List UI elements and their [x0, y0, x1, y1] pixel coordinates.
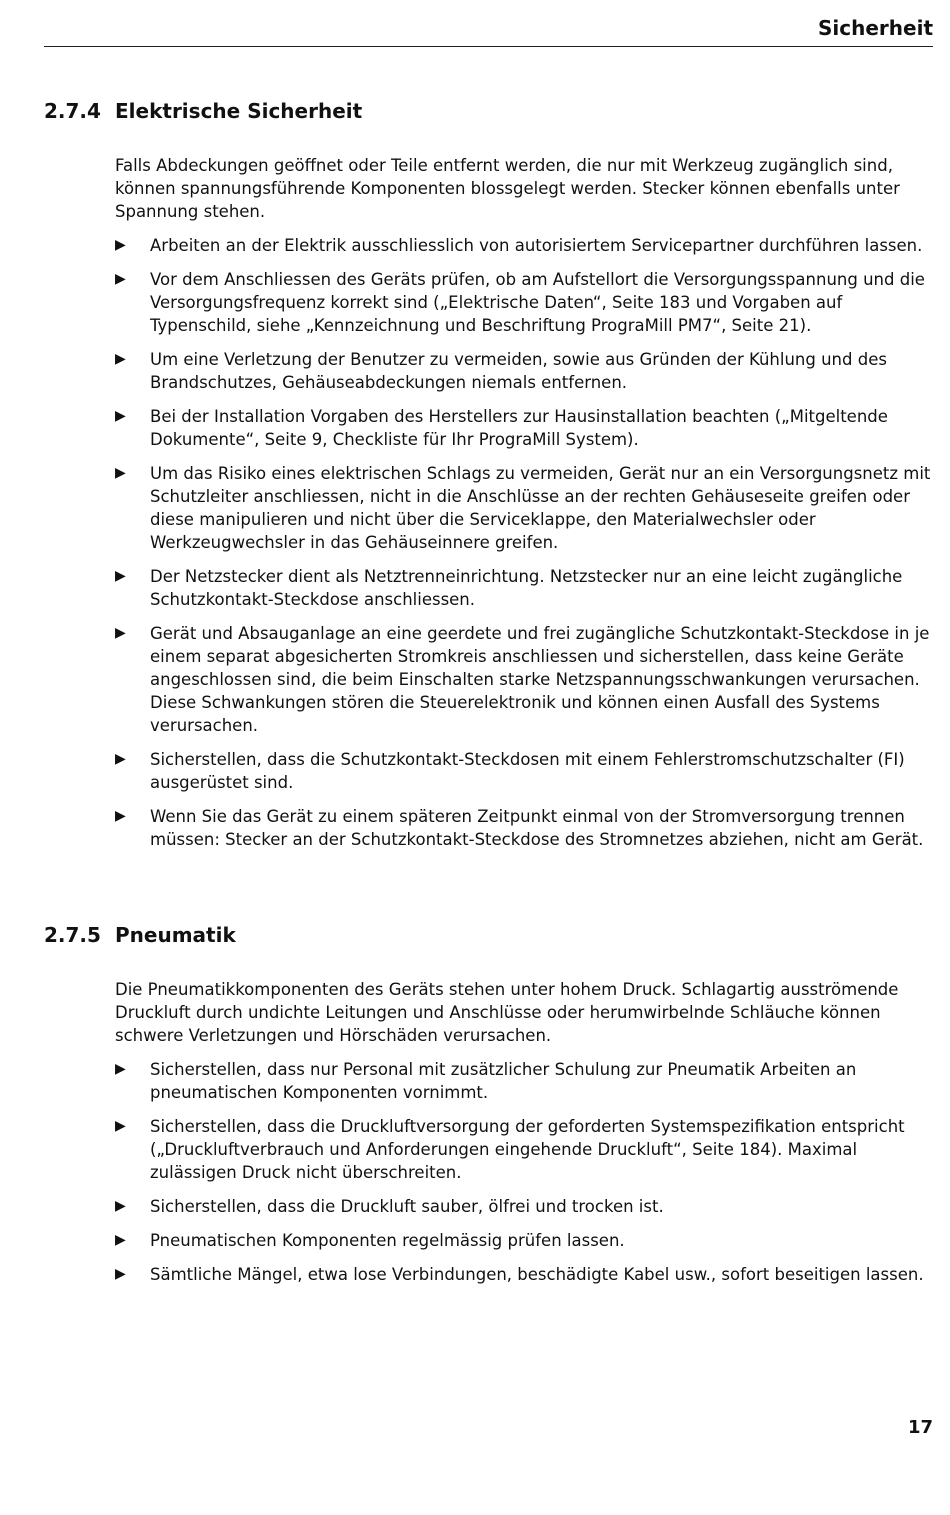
list-item-text: Sicherstellen, dass die Druckluft sauber, ölfrei und trocken ist. — [150, 1197, 664, 1216]
page-number: 17 — [907, 1417, 933, 1438]
list-item-text: Sicherstellen, dass nur Personal mit zusätzlicher Schulung zur Pneumatik Arbeiten an pneumatischen Komponenten vornimmt. — [150, 1060, 857, 1102]
list-item-text: Pneumatischen Komponenten regelmässig prüfen lassen. — [150, 1231, 625, 1250]
section-intro: Die Pneumatikkomponenten des Geräts stehen unter hohem Druck. Schlagartig ausströmende Druckluft durch undichte Leitungen und Anschlüsse oder herumwirbelnde Schläuche können schwere Verletzungen und Hörschäden verursachen. — [115, 980, 899, 1045]
list-item-text: Gerät und Absauganlage an eine geerdete und frei zugängliche Schutzkontakt-Steckdose in je einem separat abgesicherten Stromkreis anschliessen und sicherstellen, dass keine Geräte angeschlossen sind, die beim Einschalten starke Netzspannungsschwankungen verursachen. Diese Schwankungen stören die Steuerelektronik und können einen Ausfall des Systems verursachen. — [150, 624, 930, 735]
list-item — [115, 1229, 933, 1252]
section-number: 2.7.5 — [44, 923, 101, 947]
list-item — [115, 268, 933, 337]
list-item-text: Bei der Installation Vorgaben des Herstellers zur Hausinstallation beachten („Mitgeltende Dokumente“, Seite 9, Checkliste für Ihr PrograMill System). — [150, 407, 888, 449]
list-item — [115, 1263, 933, 1286]
section-pneumatics — [44, 920, 933, 1297]
bullet-arrow-icon: ▶ — [115, 1061, 126, 1077]
section-intro: Falls Abdeckungen geöffnet oder Teile entfernt werden, die nur mit Werkzeug zugänglich sind, können spannungsführende Komponenten blossgelegt werden. Stecker können ebenfalls unter Spannung stehen. — [115, 156, 900, 221]
section-heading — [44, 920, 933, 950]
list-item-text: Sämtliche Mängel, etwa lose Verbindungen, beschädigte Kabel usw., sofort beseitigen lassen. — [150, 1265, 924, 1284]
list-item — [115, 405, 933, 451]
bullet-arrow-icon: ▶ — [115, 465, 126, 481]
list-item-text: Um eine Verletzung der Benutzer zu vermeiden, sowie aus Gründen der Kühlung und des Brandschutzes, Gehäuseabdeckungen niemals entfernen. — [150, 350, 887, 392]
list-item — [115, 348, 933, 394]
bullet-arrow-icon: ▶ — [115, 1266, 126, 1282]
list-item — [115, 1195, 933, 1218]
list-item — [115, 805, 933, 851]
section-heading — [44, 96, 933, 126]
list-item-text: Sicherstellen, dass die Schutzkontakt-Steckdosen mit einem Fehlerstromschutzschalter (FI) ausgerüstet sind. — [150, 750, 905, 792]
section-title: Pneumatik — [115, 923, 236, 947]
bullet-arrow-icon: ▶ — [115, 568, 126, 584]
list-item — [115, 1058, 933, 1104]
bullet-arrow-icon: ▶ — [115, 351, 126, 367]
list-item — [115, 565, 933, 611]
bullet-list — [115, 234, 933, 851]
bullet-list — [115, 1058, 933, 1286]
bullet-arrow-icon: ▶ — [115, 408, 126, 424]
list-item — [115, 748, 933, 794]
list-item-text: Vor dem Anschliessen des Geräts prüfen, ob am Aufstellort die Versorgungsspannung und die Versorgungsfrequenz korrekt sind („Elektrische Daten“, Seite 183 und Vorgaben auf Typenschild, siehe „Kennzeichnung und Beschriftung PrograMill PM7“, Seite 21). — [150, 270, 925, 335]
list-item — [115, 622, 933, 737]
section-title: Elektrische Sicherheit — [115, 99, 363, 123]
list-item-text: Wenn Sie das Gerät zu einem späteren Zeitpunkt einmal von der Stromversorgung trennen müssen: Stecker an der Schutzkontakt-Steckdose des Stromnetzes abziehen, nicht am Gerät. — [150, 807, 924, 849]
list-item-text: Arbeiten an der Elektrik ausschliesslich von autorisiertem Servicepartner durchführen lassen. — [150, 236, 923, 255]
bullet-arrow-icon: ▶ — [115, 1198, 126, 1214]
list-item-text: Der Netzstecker dient als Netztrenneinrichtung. Netzstecker nur an eine leicht zugängliche Schutzkontakt-Steckdose anschliessen. — [150, 567, 903, 609]
bullet-arrow-icon: ▶ — [115, 625, 126, 641]
list-item-text: Sicherstellen, dass die Druckluftversorgung der geforderten Systemspezifikation entspricht („Druckluftverbrauch und Anforderungen eingehende Druckluft“, Seite 184). Maximal zulässigen Druck nicht überschreiten. — [150, 1117, 905, 1182]
bullet-arrow-icon: ▶ — [115, 1232, 126, 1248]
list-item — [115, 1115, 933, 1184]
list-item — [115, 234, 933, 257]
section-number: 2.7.4 — [44, 99, 101, 123]
bullet-arrow-icon: ▶ — [115, 751, 126, 767]
list-item — [115, 462, 933, 554]
bullet-arrow-icon: ▶ — [115, 271, 126, 287]
section-electrical-safety — [44, 96, 933, 862]
page-header — [44, 14, 933, 47]
list-item-text: Um das Risiko eines elektrischen Schlags zu vermeiden, Gerät nur an ein Versorgungsnetz mit Schutzleiter anschliessen, nicht in die Anschlüsse an der rechten Gehäuseseite greifen oder diese manipulieren und nicht über die Serviceklappe, den Materialwechsler oder Werkzeugwechsler in das Gehäuseinnere greifen. — [150, 464, 931, 552]
header-title: Sicherheit — [818, 16, 933, 40]
bullet-arrow-icon: ▶ — [115, 1118, 126, 1134]
bullet-arrow-icon: ▶ — [115, 237, 126, 253]
bullet-arrow-icon: ▶ — [115, 808, 126, 824]
